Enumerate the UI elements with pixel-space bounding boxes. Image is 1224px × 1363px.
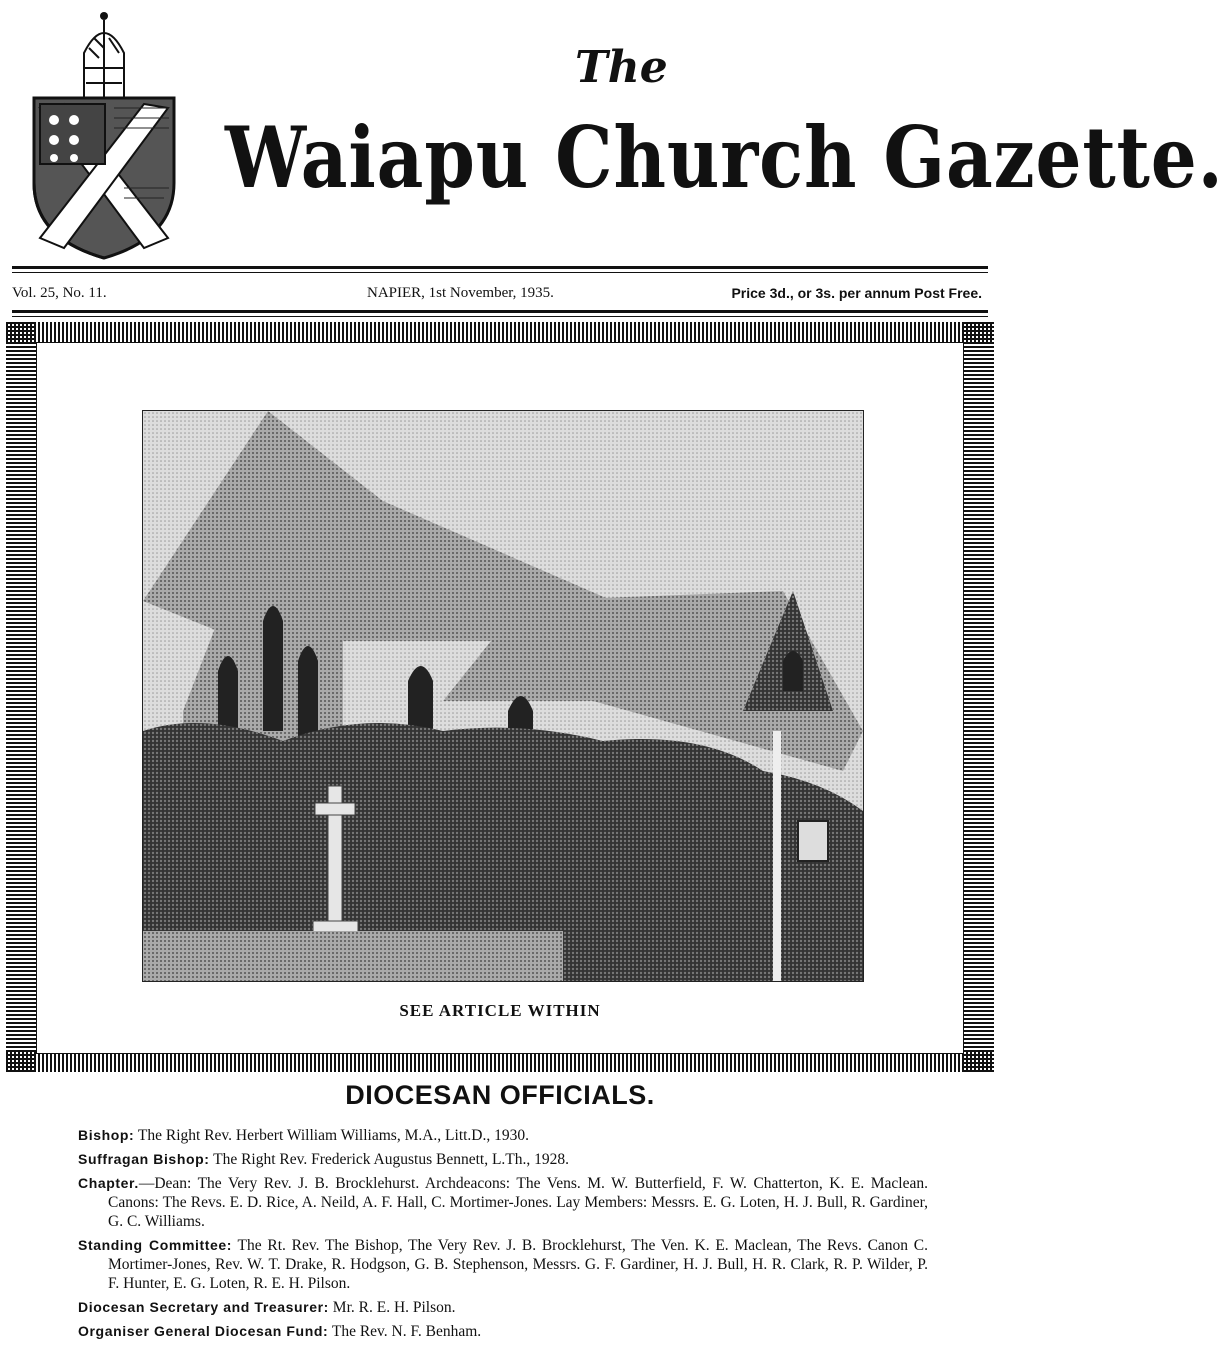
masthead-rule-top-thin [12, 272, 988, 273]
price: Price 3d., or 3s. per annum Post Free. [731, 285, 982, 301]
official-detail: The Right Rev. Herbert William Williams, M.A., Litt.D., 1930. [134, 1127, 529, 1144]
issue-line [12, 285, 982, 307]
list-item [78, 1174, 928, 1231]
official-detail: —Dean: The Very Rev. J. B. Brocklehurst. Archdeacons: The Vens. M. W. Butterfield, F. W. Chatterton, K. E. Maclean. Canons: The Revs. E. D. Rice, A. Neild, A. F. Hall, C. Mortimer-Jones. Lay Members: Messrs. E. G. Loten, H. J. Bull, R. Gardiner, G. C. Williams. [108, 1175, 928, 1230]
officials-list [78, 1126, 928, 1346]
official-detail: Mr. R. E. H. Pilson. [328, 1299, 456, 1316]
official-detail: The Rev. N. F. Benham. [328, 1323, 482, 1340]
issue-rule-bottom-thin [12, 316, 988, 317]
official-role: Diocesan Secretary and Treasurer: [78, 1299, 329, 1315]
photo-frame [6, 322, 994, 1072]
photo-frame-inner [36, 342, 964, 1054]
masthead-rule-top [12, 266, 988, 269]
diocesan-crest-icon [14, 8, 194, 258]
list-item [78, 1298, 928, 1317]
list-item [78, 1150, 928, 1169]
list-item [78, 1236, 928, 1293]
volume-number: Vol. 25, No. 11. [12, 285, 107, 301]
official-role: Chapter. [78, 1175, 139, 1191]
issue-rule-bottom [12, 310, 988, 313]
official-detail: The Right Rev. Frederick Augustus Bennett, L.Th., 1928. [209, 1151, 570, 1168]
church-photo-icon [142, 410, 864, 982]
list-item [78, 1126, 928, 1145]
masthead-title: Waiapu Church Gazette. [225, 108, 1224, 207]
masthead-the: The [575, 42, 668, 93]
official-role: Organiser General Diocesan Fund: [78, 1323, 329, 1339]
official-role: Standing Committee: [78, 1237, 233, 1253]
list-item [78, 1322, 928, 1341]
photo-caption: SEE ARTICLE WITHIN [399, 1001, 601, 1020]
masthead [0, 0, 1224, 260]
place-date: NAPIER, 1st November, 1935. [367, 285, 554, 301]
official-role: Suffragan Bishop: [78, 1151, 210, 1167]
official-role: Bishop: [78, 1127, 135, 1143]
official-detail: The Rt. Rev. The Bishop, The Very Rev. J. B. Brocklehurst, The Ven. K. E. Maclean, The Revs. Canon C. Mortimer-Jones, Rev. W. T. Drake, R. Hodgson, G. B. Stephenson, Messrs. G. F. Gardiner, H. J. Bull, H. R. Clark, R. P. Wilder, P. F. Hunter, E. G. Loten, R. E. H. Pilson. [108, 1237, 929, 1292]
officials-heading: DIOCESAN OFFICIALS. [345, 1080, 655, 1110]
